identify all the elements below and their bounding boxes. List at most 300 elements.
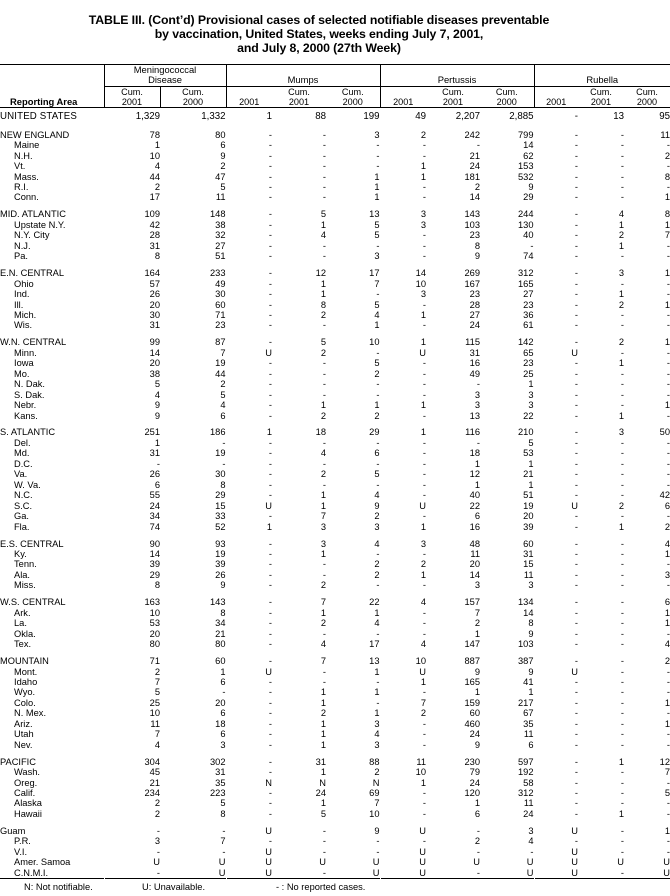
row-value: 1 [420,427,426,438]
row-value: 120 [464,787,480,798]
row-value: - [666,846,670,857]
row-value: U [265,857,272,868]
row-value: 10 [415,767,426,778]
row-value: - [620,400,624,411]
row-value: - [574,171,578,182]
row-value: - [574,708,578,719]
row-value: 20 [469,559,480,570]
row-value: 6 [220,140,226,151]
row-value: - [620,490,624,501]
row-value: 2 [618,230,624,241]
row-value: 1 [474,628,480,639]
row-value: 7 [664,767,670,778]
row-value: 9 [154,410,160,421]
row-value: 532 [517,171,534,182]
row-value: - [268,739,272,750]
row-value: 2 [320,618,326,629]
row-value: 9 [220,580,226,591]
row-value: 9 [528,666,534,677]
row-value: - [268,767,272,778]
row-value: 25 [523,368,534,379]
row-value: - [422,739,426,750]
row-value: 4 [374,618,380,629]
table-row [0,140,670,150]
row-value: 1 [664,268,670,279]
row-value: U [419,666,426,677]
row-value: - [268,656,272,667]
row-value: - [322,140,326,151]
row-value: - [620,836,624,847]
row-value: 95 [659,111,670,123]
row-value: 1 [320,219,326,230]
row-value: - [322,129,326,140]
row-value: - [574,368,578,379]
row-value: - [268,708,272,719]
table-row [0,289,670,299]
row-value: 99 [149,337,160,348]
row-value: - [376,150,380,161]
row-value: - [620,697,624,708]
row-value: - [620,251,624,262]
row-value: - [620,320,624,331]
table-row [0,203,670,220]
row-value: 21 [523,469,534,480]
row-value: U [571,500,578,511]
row-value: 11 [523,729,534,740]
column-header-pertussis-2001 [380,86,426,107]
row-value: 7 [474,607,480,618]
row-value: 4 [664,538,670,549]
row-area-label: E.N. CENTRAL [0,268,65,279]
row-value: 18 [469,448,480,459]
row-value: U [571,347,578,358]
row-value: 1 [474,458,480,469]
row-value: 1 [320,798,326,809]
row-value: 5 [664,787,670,798]
table-row [0,300,670,310]
column-header-reporting-area: Reporting Area [10,96,78,107]
row-value: 2 [320,708,326,719]
row-value: - [322,368,326,379]
row-value: 6 [220,410,226,421]
row-value: 1 [320,739,326,750]
row-value: 2 [618,299,624,310]
row-value: 9 [528,628,534,639]
row-area-label: Okla. [14,628,36,639]
row-value: 3 [374,739,380,750]
row-value: 30 [149,309,160,320]
row-value: - [268,569,272,580]
group-header-rubella [534,65,670,87]
row-value: 20 [215,697,226,708]
row-value: U [571,666,578,677]
row-value: 143 [209,597,226,608]
row-value: 49 [415,111,426,123]
colhead-l2: 2000 [182,97,204,107]
table-row [0,522,670,532]
colhead-l2: 2001 [288,97,310,107]
row-value: 87 [215,337,226,348]
table-row [0,698,670,708]
row-value: 234 [144,787,160,798]
row-value: - [574,676,578,687]
table-row [0,411,670,421]
row-value: U [419,347,426,358]
row-value: 47 [215,171,226,182]
row-value: N [319,777,326,788]
row-value: - [620,389,624,400]
row-value: 1,332 [201,111,226,123]
row-value: 4 [374,538,380,549]
row-value: - [322,251,326,262]
row-value: 1 [618,289,624,300]
row-value: 52 [215,521,226,532]
table-row [0,331,670,348]
row-value: 27 [523,289,534,300]
row-area-label: Mich. [14,309,37,320]
row-area-label: W. Va. [14,479,41,490]
row-value: - [574,299,578,310]
row-value: 1 [320,278,326,289]
row-value: - [422,490,426,501]
row-value: - [422,410,426,421]
row-value: 2 [374,511,380,522]
row-value: - [620,469,624,480]
row-value: - [422,607,426,618]
row-value: 3 [528,825,534,836]
row-value: 93 [215,538,226,549]
row-value: 12 [659,756,670,767]
row-value: 20 [149,299,160,310]
row-value: 1 [154,140,160,151]
row-value: 164 [144,268,160,279]
row-value: 23 [523,358,534,369]
row-value: - [620,618,624,629]
row-value: - [268,718,272,729]
row-value: U [663,857,670,868]
row-value: - [574,511,578,522]
row-value: 1 [420,161,426,172]
row-value: 2 [420,129,426,140]
row-area-label: S. ATLANTIC [0,427,56,438]
table-row [0,639,670,649]
table-row [0,151,670,161]
colhead-l2: 2000 [636,97,658,107]
row-value: 1 [220,666,226,677]
row-value: 165 [517,278,534,289]
row-area-label: Iowa [14,358,34,369]
row-value: U [265,347,272,358]
row-value: 53 [149,618,160,629]
row-area-label: NEW ENGLAND [0,129,70,140]
group-header-meningococcal [104,65,226,87]
row-value: 10 [149,708,160,719]
row-value: 35 [523,718,534,729]
row-area-label: D.C. [14,458,33,469]
row-value: 31 [215,767,226,778]
row-value: 74 [149,521,160,532]
row-value: 19 [523,500,534,511]
row-value: - [268,140,272,151]
row-value: - [574,289,578,300]
table-row [0,348,670,358]
colhead-l1: Cum. [636,86,658,97]
row-value: - [268,469,272,480]
row-value: - [268,389,272,400]
row-value: - [574,559,578,570]
row-area-label: N.Y. City [14,230,50,241]
row-value: - [322,320,326,331]
row-value: - [376,389,380,400]
row-value: - [376,437,380,448]
row-value: - [620,729,624,740]
row-value: 2 [420,559,426,570]
row-value: 1 [528,458,534,469]
row-value: - [666,628,670,639]
row-area-label: N.H. [14,150,33,161]
row-value: 78 [149,129,160,140]
row-value: - [322,458,326,469]
row-value: - [376,628,380,639]
row-value: 20 [149,358,160,369]
row-value: 5 [320,337,326,348]
row-value: - [666,739,670,750]
row-value: 6 [220,708,226,719]
row-value: - [268,289,272,300]
row-value: 80 [215,639,226,650]
row-value: U [473,857,480,868]
row-value: 3 [528,389,534,400]
row-value: 16 [469,521,480,532]
row-value: - [666,708,670,719]
row-value: 90 [149,538,160,549]
row-value: - [322,569,326,580]
row-value: - [376,548,380,559]
row-value: 5 [220,798,226,809]
row-value: - [620,739,624,750]
row-value: 11 [660,129,670,140]
row-value: U [265,500,272,511]
row-value: - [620,676,624,687]
row-area-label: Md. [14,448,30,459]
row-value: 163 [144,597,160,608]
row-value: 312 [517,787,534,798]
row-area-label: P.R. [14,836,31,847]
row-value: 2 [374,767,380,778]
row-value: - [620,181,624,192]
row-value: 2 [154,808,160,819]
row-value: - [268,538,272,549]
row-value: 1 [420,569,426,580]
row-value: 2 [474,181,480,192]
row-value: - [268,309,272,320]
row-area-label: Utah [14,729,34,740]
row-value: 1 [618,240,624,251]
table-row [0,809,670,819]
row-value: - [620,777,624,788]
row-area-label: S.C. [14,500,33,511]
row-value: 1 [618,756,624,767]
row-value: 1 [320,607,326,618]
row-value: 33 [215,511,226,522]
row-value: 1 [320,687,326,698]
row-value: - [574,309,578,320]
row-value: 2 [420,708,426,719]
row-value: 1 [320,548,326,559]
row-value: 2 [474,618,480,629]
row-value: 1 [320,729,326,740]
row-value: U [372,867,380,878]
row-value: - [376,676,380,687]
table-row [0,836,670,846]
table-row [0,438,670,448]
title-line-3: and July 8, 2000 (27th Week) [237,41,401,56]
table-row [0,123,670,140]
row-value: - [268,490,272,501]
row-value: 49 [215,278,226,289]
row-area-label: Ga. [14,511,29,522]
row-value: U [153,857,160,868]
row-value: - [422,469,426,480]
row-area-label: UNITED STATES [0,111,77,123]
row-value: - [666,161,670,172]
row-value: 13 [369,656,380,667]
row-value: N [265,777,272,788]
row-value: 3 [474,580,480,591]
row-value: - [476,846,480,857]
row-value: - [574,836,578,847]
row-value: 4 [320,639,326,650]
row-value: - [620,368,624,379]
row-value: 62 [523,150,534,161]
table-row [0,501,670,511]
row-value: 13 [369,209,380,220]
row-value: 11 [523,798,534,809]
table-row [0,740,670,750]
row-value: 8 [474,240,480,251]
row-value: - [422,836,426,847]
row-area-label: Pa. [14,251,28,262]
row-area-label: Fla. [14,521,30,532]
row-value: - [574,618,578,629]
row-value: - [422,798,426,809]
row-value: 7 [154,676,160,687]
row-value: 5 [154,687,160,698]
row-value: - [476,867,480,878]
row-value: 57 [149,278,160,289]
disease-group-header-row [0,65,670,87]
row-value: - [574,628,578,639]
row-value: - [422,320,426,331]
row-value: - [268,628,272,639]
row-value: 1 [420,171,426,182]
row-area-label: Ind. [14,289,30,300]
row-value: - [422,389,426,400]
row-value: - [666,511,670,522]
row-value: 88 [315,111,326,123]
row-value: - [422,479,426,490]
row-value: 4 [664,639,670,650]
row-value: 304 [144,756,160,767]
row-value: - [268,400,272,411]
row-value: 2 [374,559,380,570]
row-value: 5 [374,230,380,241]
row-value: 14 [149,347,160,358]
row-value: - [666,379,670,390]
row-value: 3 [220,739,226,750]
colhead-l1: Cum. [590,86,612,97]
row-area-label: Wash. [14,767,41,778]
row-value: 2 [320,309,326,320]
row-area-label: W.N. CENTRAL [0,337,67,348]
row-value: 2 [320,580,326,591]
row-value: - [574,379,578,390]
row-value: - [620,639,624,650]
row-value: - [574,268,578,279]
row-value: 242 [464,129,480,140]
row-value: 4 [154,389,160,400]
row-value: 269 [464,268,480,279]
row-area-label: Mo. [14,368,30,379]
row-value: - [376,580,380,591]
row-value: - [476,379,480,390]
row-value: 71 [215,309,226,320]
colhead-l2: 2001 [393,97,414,107]
row-value: 167 [464,278,480,289]
row-value: 10 [369,808,380,819]
column-header-mening-cum2001 [104,86,160,107]
row-value: - [666,437,670,448]
row-value: - [666,358,670,369]
row-value: - [422,580,426,591]
row-value: - [620,559,624,570]
row-value: - [268,548,272,559]
row-value: - [666,808,670,819]
table-row [0,262,670,279]
table-row [0,767,670,777]
row-value: - [666,448,670,459]
table-row [0,868,670,879]
table-row [0,677,670,687]
row-value: - [574,400,578,411]
row-value: - [376,140,380,151]
row-value: 10 [415,656,426,667]
row-value: 1 [420,309,426,320]
row-area-label: Upstate N.Y. [14,219,66,230]
column-header-mumps-cum2000 [326,86,380,107]
column-header-rubella-cum2001 [578,86,624,107]
row-value: 26 [149,469,160,480]
row-value: - [268,836,272,847]
row-value: 61 [523,320,534,331]
row-value: - [574,410,578,421]
row-value: - [322,161,326,172]
row-value: - [422,230,426,241]
row-value: 103 [464,219,480,230]
table-row [0,320,670,330]
row-value: 1 [618,358,624,369]
row-value: U [265,867,272,878]
row-value: 8 [154,251,160,262]
row-value: - [574,777,578,788]
row-value: 1 [618,219,624,230]
table-row [0,182,670,192]
row-value: - [422,808,426,819]
row-value: 4 [154,161,160,172]
row-value: 31 [149,320,160,331]
row-value: - [322,389,326,400]
row-area-label: Maine [14,140,40,151]
